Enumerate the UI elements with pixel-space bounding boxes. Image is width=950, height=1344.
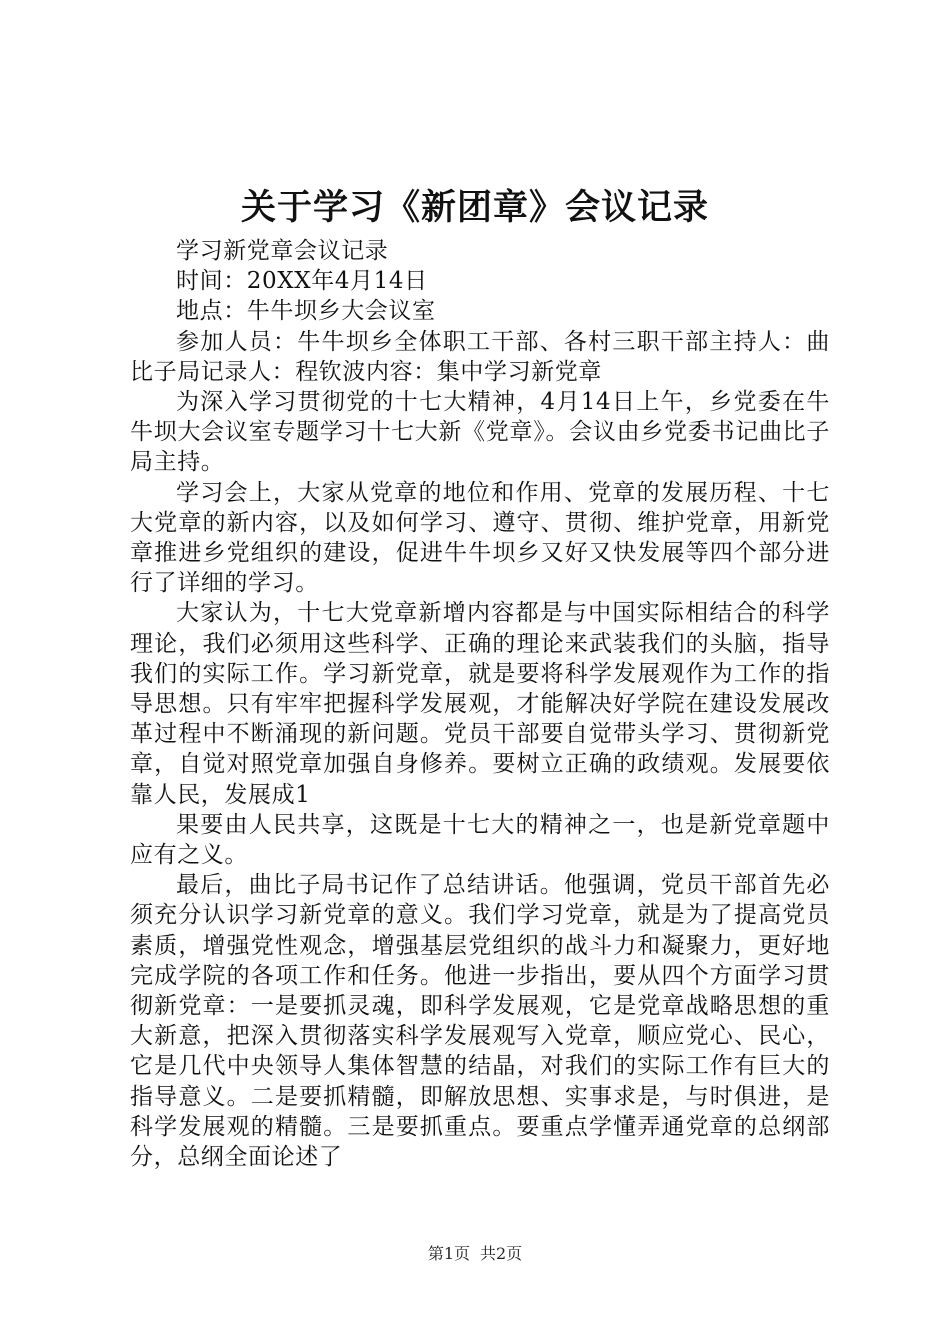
- document-body: [130, 236, 830, 1172]
- paragraph-location: 地点：牛牛坝乡大会议室: [176, 298, 436, 325]
- paragraph-attendees: 参加人员：牛牛坝乡全体职工干部、各村三职干部主持人：曲比子局记录人：程钦波内容：集中学习新党章: [130, 328, 830, 385]
- page-footer: [0, 1242, 950, 1266]
- paragraph-continuation: 果要由人民共享，这既是十七大的精神之一，也是新党章题中应有之义。: [130, 811, 830, 869]
- paragraph-time: 时间：20XX年4月14日: [176, 268, 428, 295]
- paragraph-subtitle: 学习新党章会议记录: [176, 238, 389, 264]
- paragraph-opinions: 大家认为，十七大党章新增内容都是与中国实际相结合的科学理论，我们必须用这些科学、正确的理论来武装我们的头脑，指导我们的实际工作。学习新党章，就是要将科学发展观作为工作的指导思想。只有牢牢把握科学发展观，才能解决好学院在建设发展改革过程中不断涌现的新问题。党员干部要自觉带头学习、贯彻新党章，自觉对照党章加强自身修养。要树立正确的政绩观。发展要依靠人民，发展成1: [130, 600, 830, 808]
- page-number-current: 第1页: [427, 1244, 470, 1263]
- paragraph-conclusion: 最后，曲比子局书记作了总结讲话。他强调，党员干部首先必须充分认识学习新党章的意义。我们学习党章，就是为了提高党员素质，增强党性观念，增强基层党组织的战斗力和凝聚力，更好地完成学院的各项工作和任务。他进一步指出，要从四个方面学习贯彻新党章：一是要抓灵魂，即科学发展观，它是党章战略思想的重大新意，把深入贯彻落实科学发展观写入党章，顺应党心、民心，它是几代中央领导人集体智慧的结晶，对我们的实际工作有巨大的指导意义。二是要抓精髓，即解放思想、实事求是，与时俱进，是科学发展观的精髓。三是要抓重点。要重点学懂弄通党章的总纲部分，总纲全面论述了: [130, 872, 830, 1171]
- paragraph-intro: 为深入学习贯彻党的十七大精神，4月14日上午，乡党委在牛牛坝大会议室专题学习十七大新《党章》。会议由乡党委书记曲比子局主持。: [130, 389, 830, 476]
- page-number-total: 共2页: [480, 1244, 523, 1263]
- document-title: 关于学习《新团章》会议记录: [240, 187, 709, 228]
- paragraph-study-session: 学习会上，大家从党章的地位和作用、党章的发展历程、十七大党章的新内容，以及如何学习、遵守、贯彻、维护党章，用新党章推进乡党组织的建设，促进牛牛坝乡又好又快发展等四个部分进行了详细的学习。: [130, 479, 830, 597]
